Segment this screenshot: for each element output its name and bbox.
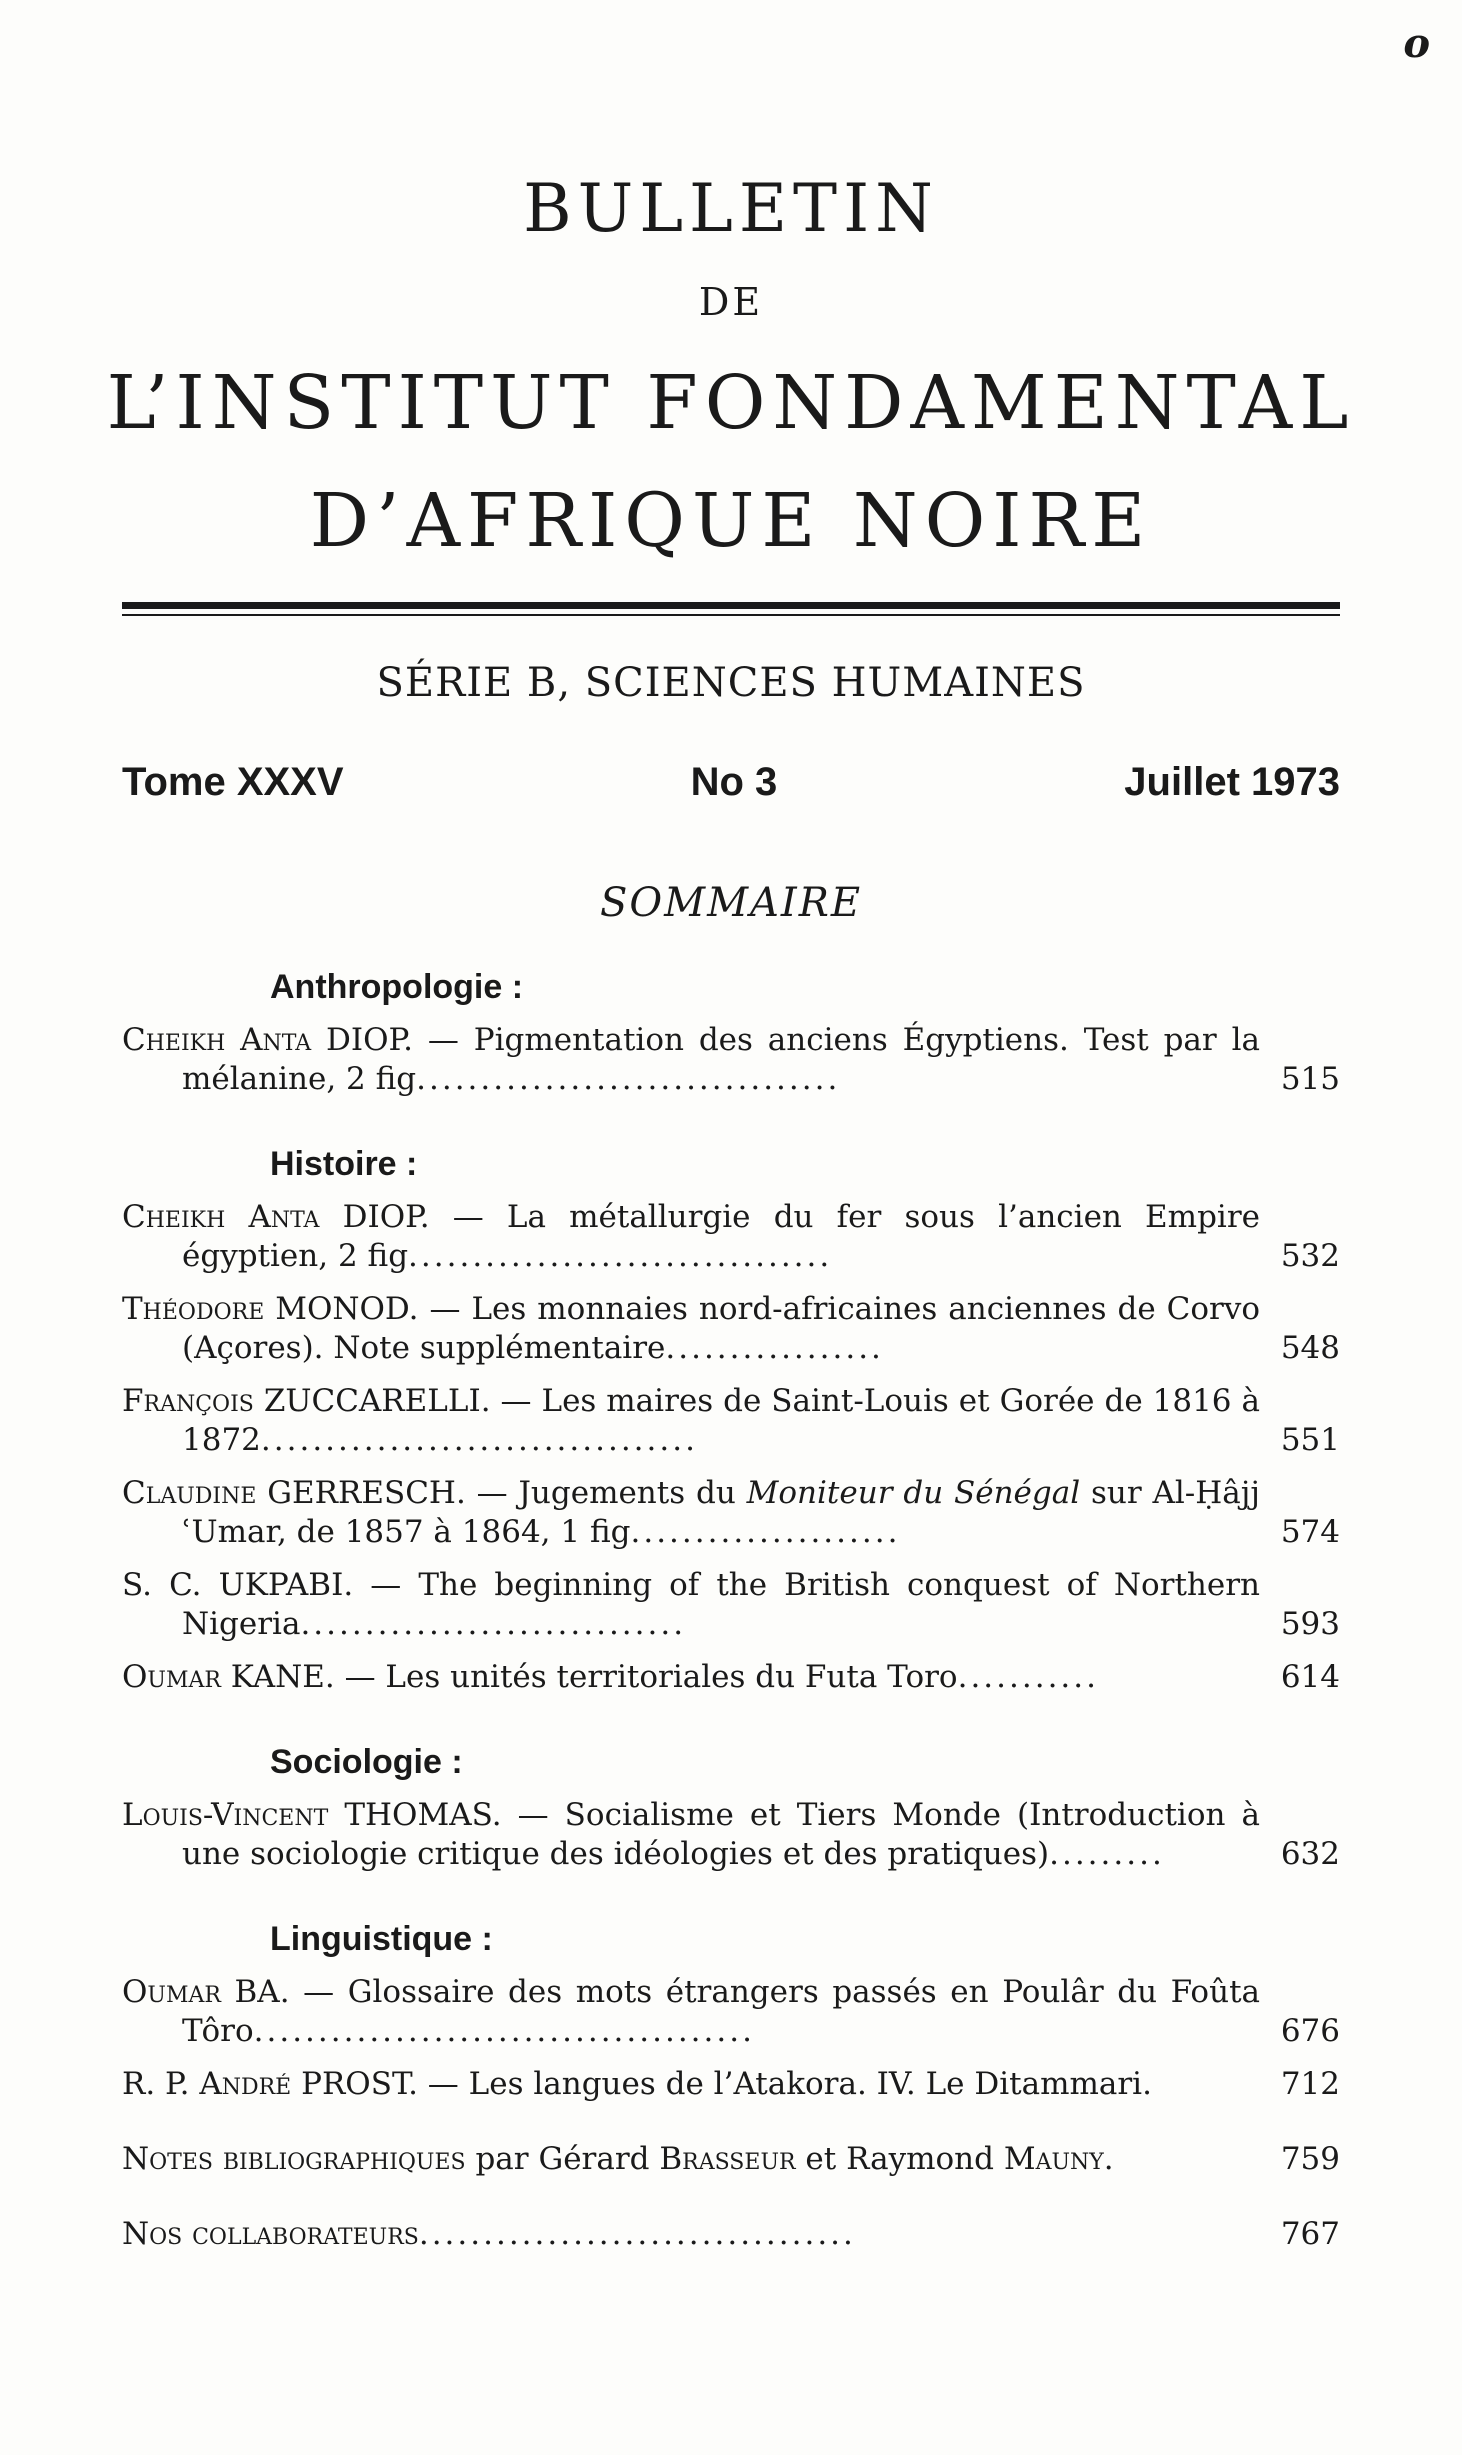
toc-entry xyxy=(122,1382,1340,1460)
toc-page-number: 712 xyxy=(1280,2066,1340,2102)
toc-entry xyxy=(122,2140,1340,2179)
section-heading: Anthropologie : xyxy=(270,968,524,1006)
toc-entry-text: Nos collaborateurs.................................. xyxy=(122,2216,856,2252)
toc-entry xyxy=(122,1474,1340,1552)
toc-entry xyxy=(122,2065,1340,2104)
issue-number: No 3 xyxy=(690,760,778,804)
toc-entry-text: François ZUCCARELLI. — Les maires de Saint-Louis et Gorée de 1816 à 1872.................................. xyxy=(122,1383,1260,1458)
toc-page-number: 515 xyxy=(1280,1061,1340,1097)
toc-entry xyxy=(122,1658,1340,1697)
toc-page-number: 593 xyxy=(1280,1606,1340,1642)
toc-entry-text: Notes bibliographiques par Gérard Brasseur et Raymond Mauny. xyxy=(122,2141,1114,2177)
toc-page-number: 551 xyxy=(1280,1422,1340,1458)
section-heading: Linguistique : xyxy=(270,1920,493,1958)
toc-page-number: 759 xyxy=(1280,2141,1340,2177)
toc-entry-text: S. C. UKPABI. — The beginning of the British conquest of Northern Nigeria.............................. xyxy=(122,1567,1260,1642)
section-heading: Histoire : xyxy=(270,1145,418,1183)
bulletin-title: BULLETIN xyxy=(523,170,939,247)
toc-entry xyxy=(122,1566,1340,1644)
toc-entry xyxy=(122,1973,1340,2051)
toc-entry-text: Cheikh Anta DIOP. — La métallurgie du fer sous l’ancien Empire égyptien, 2 fig................................. xyxy=(122,1199,1260,1274)
toc-page-number: 614 xyxy=(1280,1659,1340,1695)
toc-page-number: 767 xyxy=(1280,2216,1340,2252)
toc-entry-text: Cheikh Anta DIOP. — Pigmentation des anciens Égyptiens. Test par la mélanine, 2 fig................................. xyxy=(122,1022,1260,1097)
header-rule xyxy=(122,602,1340,609)
toc-entry-text: Claudine GERRESCH. — Jugements du Moniteur du Sénégal sur Al-Ḥâjj ʿUmar, de 1857 à 1864, 1 fig..................... xyxy=(122,1475,1261,1550)
title-de: DE xyxy=(698,280,764,324)
toc-entry-text: Oumar BA. — Glossaire des mots étrangers passés en Poulâr du Foûta Tôro....................................... xyxy=(122,1974,1261,2049)
toc-page-number: 574 xyxy=(1280,1514,1340,1550)
toc-entry-text: Oumar KANE. — Les unités territoriales du Futa Toro........... xyxy=(122,1659,1099,1695)
issue-date: Juillet 1973 xyxy=(1124,760,1340,804)
toc-entry-text: Louis-Vincent THOMAS. — Socialisme et Tiers Monde (Introduction à une sociologie critique des idéologies et des pratiques)......... xyxy=(122,1797,1260,1872)
toc-entry xyxy=(122,2215,1340,2254)
toc-entry xyxy=(122,1290,1340,1368)
toc-page-number: 532 xyxy=(1280,1238,1340,1274)
section-heading: Sociologie : xyxy=(270,1743,463,1781)
toc-entry xyxy=(122,1198,1340,1276)
toc-entry xyxy=(122,1021,1340,1099)
header-rule-thin xyxy=(122,614,1340,616)
toc-entry-text: Théodore MONOD. — Les monnaies nord-africaines anciennes de Corvo (Açores). Note supplémentaire................. xyxy=(122,1291,1260,1366)
toc-entry-text: R. P. André PROST. — Les langues de l’Atakora. IV. Le Ditammari. xyxy=(122,2066,1152,2102)
table-of-contents xyxy=(122,958,1340,2268)
issue-info xyxy=(122,760,1340,805)
toc-page-number: 632 xyxy=(1280,1836,1340,1872)
corner-mark: o xyxy=(1403,20,1430,67)
series-title: SÉRIE B, SCIENCES HUMAINES xyxy=(376,660,1086,706)
toc-entry xyxy=(122,1796,1340,1874)
institute-title-2: D’AFRIQUE NOIRE xyxy=(309,478,1153,564)
tome: Tome XXXV xyxy=(122,760,344,804)
toc-page-number: 676 xyxy=(1280,2013,1340,2049)
sommaire-heading: SOMMAIRE xyxy=(599,880,863,926)
institute-title: L’INSTITUT FONDAMENTAL xyxy=(106,360,1356,446)
toc-page-number: 548 xyxy=(1280,1330,1340,1366)
